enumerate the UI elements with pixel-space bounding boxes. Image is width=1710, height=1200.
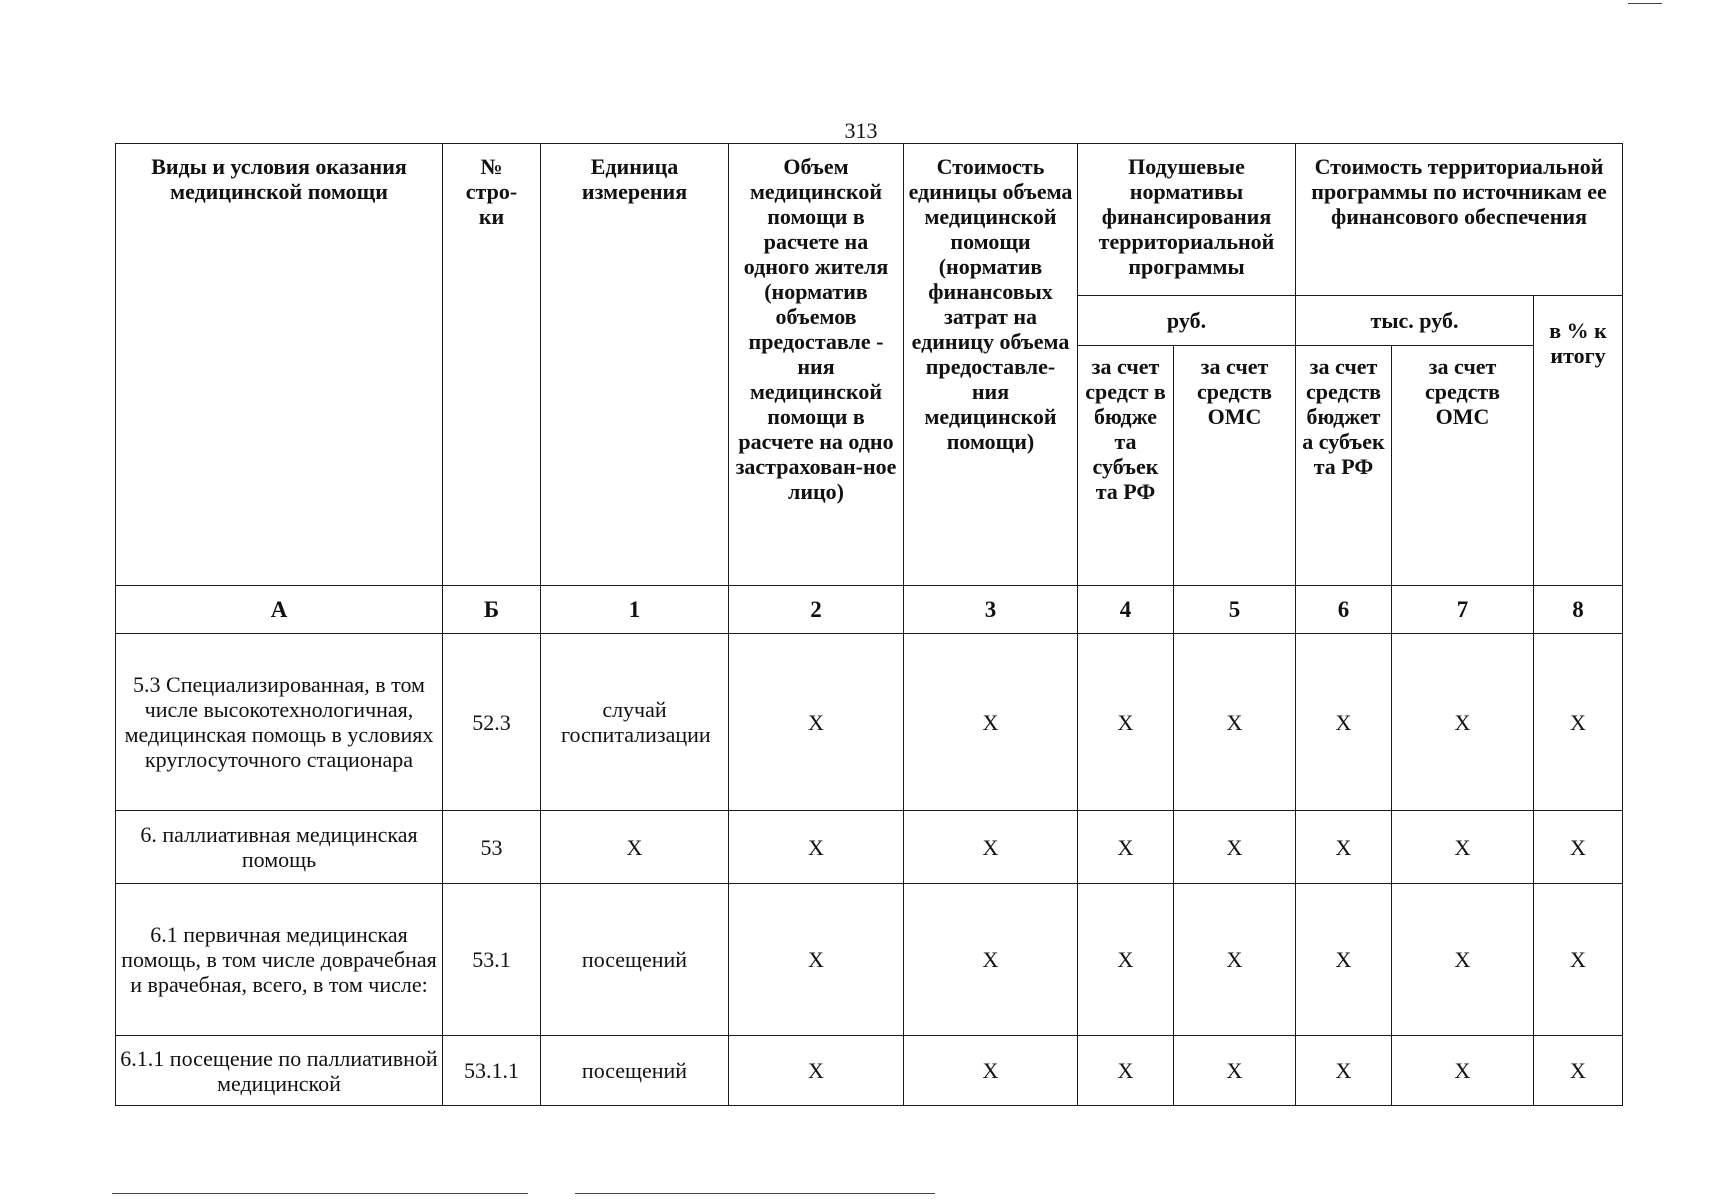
row-value: Х (1392, 811, 1534, 884)
row-value: Х (1078, 1036, 1174, 1106)
row-name: 5.3 Специализированная, в том числе высокотехнологичная, медицинская помощь в условиях круглосуточного стационара (116, 634, 443, 811)
row-value: Х (1534, 884, 1623, 1036)
table-row (116, 1036, 1623, 1106)
code-cell: Б (443, 586, 541, 634)
header-program-cost-group: Стоимость территориальной программы по источникам ее финансового обеспечения (1296, 144, 1623, 296)
row-value: Х (904, 884, 1078, 1036)
financing-table (115, 143, 1623, 1106)
table-row (116, 884, 1623, 1036)
row-value: Х (1534, 811, 1623, 884)
row-value: Х (1296, 884, 1392, 1036)
row-value: Х (904, 634, 1078, 811)
row-value: Х (1078, 811, 1174, 884)
code-cell: 7 (1392, 586, 1534, 634)
header-cost-oms: за счет средств ОМС (1392, 346, 1534, 586)
row-line-number: 53 (443, 811, 541, 884)
code-cell: 5 (1174, 586, 1296, 634)
header-percent-total: в % к итогу (1534, 296, 1623, 586)
code-cell: 4 (1078, 586, 1174, 634)
row-value: Х (729, 1036, 904, 1106)
bottom-edge-line-right (575, 1193, 935, 1194)
row-line-number: 52.3 (443, 634, 541, 811)
row-value: Х (904, 811, 1078, 884)
header-per-capita-oms: за счет средств ОМС (1174, 346, 1296, 586)
header-unit-cost: Стоимость единицы объема медицинской помощи (норматив финансовых затрат на единицу объема предоставле-ния медицинской помощи) (904, 144, 1078, 586)
page-number: 313 (844, 118, 878, 143)
row-value: Х (1534, 1036, 1623, 1106)
header-line-number: № стро-ки (443, 144, 541, 586)
row-line-number: 53.1.1 (443, 1036, 541, 1106)
row-unit: случай госпитализации (541, 634, 729, 811)
code-cell: 8 (1534, 586, 1623, 634)
header-volume: Объем медицинской помощи в расчете на одного жителя (норматив объемов предоставле - ния медицинской помощи в расчете на одно застрахован-ное лицо) (729, 144, 904, 586)
row-value: Х (1392, 634, 1534, 811)
row-line-number: 53.1 (443, 884, 541, 1036)
header-cost-budget: за счет средств бюджет а субъек та РФ (1296, 346, 1392, 586)
row-value: Х (1392, 1036, 1534, 1106)
code-cell: А (116, 586, 443, 634)
row-unit: посещений (541, 884, 729, 1036)
code-cell: 2 (729, 586, 904, 634)
row-value: Х (729, 884, 904, 1036)
row-value: Х (904, 1036, 1078, 1106)
header-unit-rub: руб. (1078, 296, 1296, 346)
table-row (116, 811, 1623, 884)
row-value: Х (1174, 1036, 1296, 1106)
row-value: Х (1174, 634, 1296, 811)
code-cell: 3 (904, 586, 1078, 634)
row-value: Х (1078, 634, 1174, 811)
header-per-capita-group: Подушевые нормативы финансирования территориальной программы (1078, 144, 1296, 296)
row-name: 6.1.1 посещение по паллиативной медицинской (116, 1036, 443, 1106)
code-cell: 6 (1296, 586, 1392, 634)
row-value: Х (1296, 811, 1392, 884)
table-row (116, 634, 1623, 811)
code-cell: 1 (541, 586, 729, 634)
row-value: Х (1534, 634, 1623, 811)
row-value: Х (1174, 884, 1296, 1036)
row-value: Х (729, 634, 904, 811)
top-edge-line (1628, 3, 1662, 4)
row-unit: Х (541, 811, 729, 884)
header-care-types: Виды и условия оказания медицинской помощи (116, 144, 443, 586)
header-unit: Единица измерения (541, 144, 729, 586)
row-value: Х (1174, 811, 1296, 884)
row-value: Х (1392, 884, 1534, 1036)
row-value: Х (1296, 1036, 1392, 1106)
row-value: Х (1296, 634, 1392, 811)
row-value: Х (729, 811, 904, 884)
row-name: 6.1 первичная медицинская помощь, в том числе доврачебная и врачебная, всего, в том числе: (116, 884, 443, 1036)
header-unit-thousand-rub: тыс. руб. (1296, 296, 1534, 346)
bottom-edge-line-left (112, 1193, 528, 1194)
header-per-capita-budget: за счет средст в бюдже та субъек та РФ (1078, 346, 1174, 586)
row-value: Х (1078, 884, 1174, 1036)
row-name: 6. паллиативная медицинская помощь (116, 811, 443, 884)
row-unit: посещений (541, 1036, 729, 1106)
column-codes-row (116, 586, 1623, 634)
